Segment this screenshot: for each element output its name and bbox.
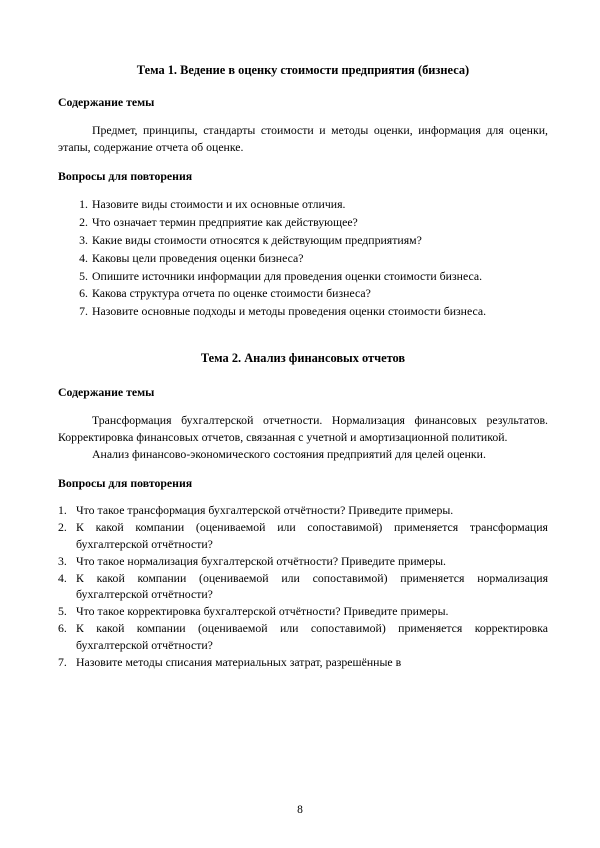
list-item: Какова структура отчета по оценке стоимости бизнеса? bbox=[92, 286, 371, 301]
list-item: К какой компании (оцениваемой или сопоставимой) применяется нормализация бухгалтерской отчётности? bbox=[76, 570, 548, 602]
topic-2-title: Тема 2. Анализ финансовых отчетов bbox=[200, 351, 406, 366]
list-item: К какой компании (оцениваемой или сопоставимой) применяется корректировка бухгалтерской отчётности? bbox=[76, 621, 548, 652]
list-item: Назовите методы списания материальных затрат, разрешённые в bbox=[76, 654, 402, 669]
topic-1-title: Тема 1. Ведение в оценку стоимости предприятия (бизнеса) bbox=[136, 63, 470, 77]
topic-1-content-paragraph: Предмет, принципы, стандарты стоимости и методы оценки, информация для оценки, этапы, содержание отчета об оценке. bbox=[58, 123, 548, 154]
list-item: Каковы цели проведения оценки бизнеса? bbox=[92, 250, 304, 265]
topic-2-content-paragraph-1: Трансформация бухгалтерской отчетности. Нормализация финансовых результатов. Корректировка финансовых отчетов, связанная с учетной и амортизационной политикой. bbox=[58, 413, 548, 445]
topic-2-content-paragraph-2: Анализ финансово-экономического состояния предприятий для целей оценки. bbox=[92, 446, 486, 461]
list-item: Что такое корректировка бухгалтерской отчётности? Приведите примеры. bbox=[76, 604, 449, 619]
topic-2-questions-heading: Вопросы для повторения bbox=[58, 475, 193, 490]
list-item: Какие виды стоимости относятся к действующим предприятиям? bbox=[92, 232, 422, 247]
list-item: Назовите виды стоимости и их основные отличия. bbox=[92, 197, 346, 212]
list-item: К какой компании (оцениваемой или сопоставимой) применяется трансформация бухгалтерской отчётности? bbox=[76, 519, 548, 551]
topic-2-content-heading: Содержание темы bbox=[58, 384, 155, 399]
topic-1-question-list bbox=[58, 196, 548, 320]
list-item: Что означает термин предприятие как действующее? bbox=[92, 214, 358, 229]
list-item: Что такое нормализация бухгалтерской отчётности? Приведите примеры. bbox=[76, 553, 446, 568]
page-number: 8 bbox=[297, 804, 303, 816]
topic-1-content-heading: Содержание темы bbox=[58, 94, 155, 109]
list-item: Опишите источники информации для проведения оценки стоимости бизнеса. bbox=[92, 268, 483, 283]
list-item: Что такое трансформация бухгалтерской отчётности? Приведите примеры. bbox=[76, 503, 454, 518]
topic-1-questions-heading: Вопросы для повторения bbox=[58, 168, 193, 183]
topic-2-question-list bbox=[58, 502, 548, 671]
list-item: Назовите основные подходы и методы проведения оценки стоимости бизнеса. bbox=[92, 304, 487, 319]
